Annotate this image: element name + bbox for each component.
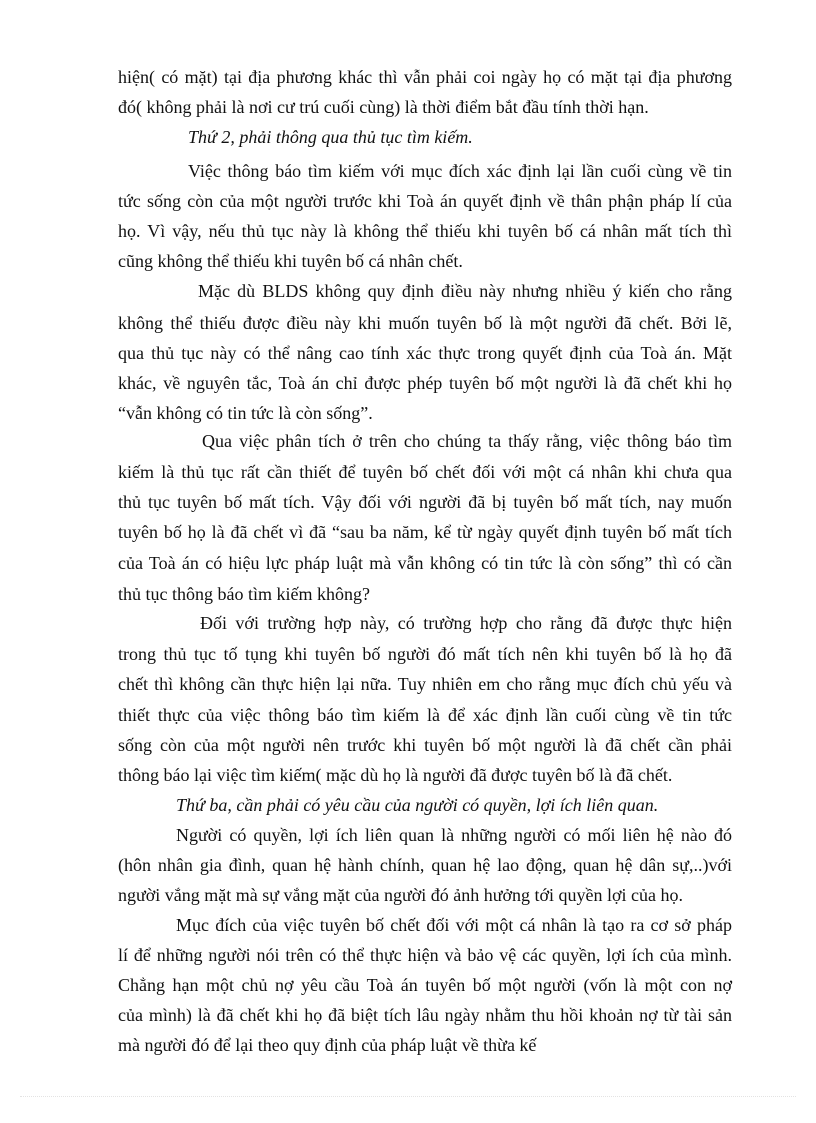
- text-line: thông báo lại việc tìm kiếm( mặc dù họ là người đã được tuyên bố là đã chết.: [118, 765, 673, 785]
- text-line: “vẫn không có tin tức là còn sống”.: [118, 403, 373, 423]
- text-line: tuyên bố họ là đã chết vì đã “sau ba năm, kể từ ngày quyết định tuyên bố mất tích: [118, 522, 732, 542]
- section-heading: Thứ ba, cần phải có yêu cầu của người có quyền, lợi ích liên quan.: [176, 795, 659, 815]
- section-heading: Thứ 2, phải thông qua thủ tục tìm kiếm.: [188, 127, 473, 147]
- text-line: (hôn nhân gia đình, quan hệ hành chính, quan hệ lao động, quan hệ dân sự,..)với: [118, 855, 732, 875]
- text-line: trong thủ tục tố tụng khi tuyên bố người đó mất tích nên khi tuyên bố là họ đã: [118, 644, 732, 664]
- text-line: chết thì không cần thực hiện lại nữa. Tuy nhiên em cho rằng mục đích chủ yếu và: [118, 674, 732, 694]
- text-line: Mục đích của việc tuyên bố chết đối với một cá nhân là tạo ra cơ sở pháp: [176, 915, 732, 935]
- text-line: qua thủ tục này có thể nâng cao tính xác thực trong quyết định của Toà án. Mặt: [118, 343, 732, 363]
- text-line: Mặc dù BLDS không quy định điều này nhưng nhiều ý kiến cho rằng: [198, 281, 732, 301]
- text-line: khác, về nguyên tắc, Toà án chỉ được phép tuyên bố một người là đã chết khi họ: [118, 373, 732, 393]
- text-line: thủ tục tuyên bố mất tích. Vậy đối với người đã bị tuyên bố mất tích, nay muốn: [118, 492, 732, 512]
- text-line: Chẳng hạn một chủ nợ yêu cầu Toà án tuyên bố một người (vốn là một con nợ: [118, 975, 732, 995]
- text-line: họ. Vì vậy, nếu thủ tục này là không thể thiếu khi tuyên bố cá nhân mất tích thì: [118, 221, 732, 241]
- text-line: kiếm là thủ tục rất cần thiết để tuyên bố chết đối với một cá nhân khi chưa qua: [118, 462, 732, 482]
- text-line: Người có quyền, lợi ích liên quan là những người có mối liên hệ nào đó: [176, 825, 732, 845]
- text-line: tức sống còn của một người trước khi Toà án quyết định về thân phận pháp lí của: [118, 191, 732, 211]
- footer-divider: [20, 1096, 796, 1097]
- text-line: Đối với trường hợp này, có trường hợp cho rằng đã được thực hiện: [200, 613, 732, 633]
- text-line: của mình) là đã chết khi họ đã biệt tích lâu ngày nhằm thu hồi khoản nợ từ tài sản: [118, 1005, 732, 1025]
- text-line: không thể thiếu được điều này khi muốn tuyên bố là một người đã chết. Bởi lẽ,: [118, 313, 732, 333]
- text-line: Qua việc phân tích ở trên cho chúng ta thấy rằng, việc thông báo tìm: [202, 431, 732, 451]
- text-line: cũng không thể thiếu khi tuyên bố cá nhân chết.: [118, 251, 463, 271]
- text-line: lí để những người nói trên có thể thực hiện và bảo vệ các quyền, lợi ích của mình.: [118, 945, 732, 965]
- text-line: đó( không phải là nơi cư trú cuối cùng) là thời điểm bắt đầu tính thời hạn.: [118, 97, 649, 117]
- text-line: hiện( có mặt) tại địa phương khác thì vẫn phải coi ngày họ có mặt tại địa phương: [118, 67, 732, 87]
- text-line: sống còn của một người nên trước khi tuyên bố một người là đã chết cần phải: [118, 735, 732, 755]
- text-line: Việc thông báo tìm kiếm với mục đích xác định lại lần cuối cùng về tin: [188, 161, 732, 181]
- text-line: thủ tục thông báo tìm kiếm không?: [118, 584, 370, 604]
- text-line: của Toà án có hiệu lực pháp luật mà vẫn không có tin tức là còn sống” thì có cần: [118, 553, 732, 573]
- text-line: thiết thực của việc thông báo tìm kiếm là để xác định lần cuối cùng về tin tức: [118, 705, 732, 725]
- text-line: mà người đó để lại theo quy định của pháp luật về thừa kế: [118, 1035, 537, 1055]
- text-line: người vắng mặt mà sự vắng mặt của người đó ảnh hưởng tới quyền lợi của họ.: [118, 885, 684, 905]
